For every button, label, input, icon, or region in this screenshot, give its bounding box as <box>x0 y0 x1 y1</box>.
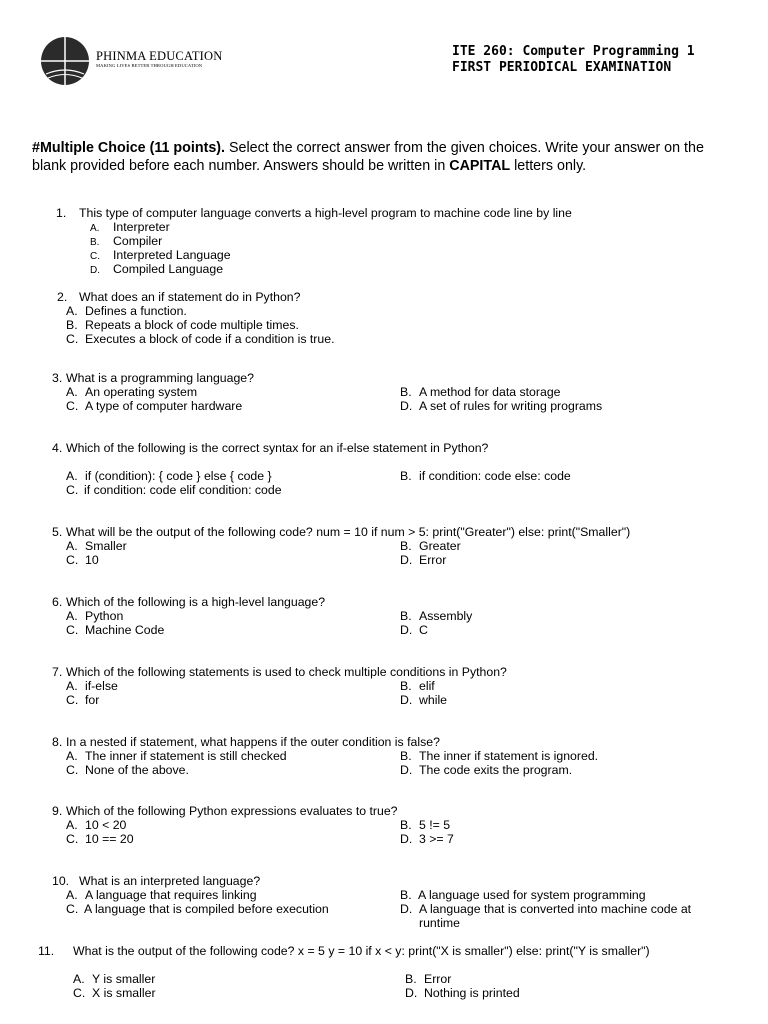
question-10-option-b-text: A language used for system programming <box>418 888 646 902</box>
question-5-option-b-letter: B. <box>400 539 412 553</box>
question-4-option-b-text: if condition: code else: code <box>419 469 571 483</box>
question-10-option-b-letter: B. <box>400 888 412 902</box>
question-8-option-a-text: The inner if statement is still checked <box>85 749 287 763</box>
question-3-number: 3. <box>52 371 63 385</box>
question-6-option-c-letter: C. <box>66 623 79 637</box>
question-8-option-c-text: None of the above. <box>85 763 189 777</box>
question-8-option-d-text: The code exits the program. <box>419 763 573 777</box>
instructions-text-2: letters only. <box>510 158 587 174</box>
question-5-option-a-text: Smaller <box>85 539 127 553</box>
question-5-option-d-letter: D. <box>400 553 413 567</box>
question-3-option-a-text: An operating system <box>85 385 198 399</box>
question-8-text: In a nested if statement, what happens if the outer condition is false? <box>66 735 440 749</box>
question-5-option-b-text: Greater <box>419 539 461 553</box>
question-10-option-c-text: A language that is compiled before execution <box>84 902 329 916</box>
question-3-option-b-text: A method for data storage <box>419 385 561 399</box>
question-11-text: What is the output of the following code? x = 5 y = 10 if x < y: print("X is smaller") else: print("Y is smaller") <box>73 944 650 958</box>
question-5-option-a-letter: A. <box>66 539 78 553</box>
question-8-option-b-text: The inner if statement is ignored. <box>419 749 599 763</box>
instructions-emphasis: CAPITAL <box>449 158 511 174</box>
option-letter: A. <box>90 223 100 234</box>
question-9-option-b-text: 5 != 5 <box>419 818 451 832</box>
question-1-option-a-text: Interpreter <box>113 220 170 234</box>
question-10-option-a-text: A language that requires linking <box>85 888 257 902</box>
question-6-option-b-letter: B. <box>400 609 412 623</box>
question-11-option-d-text: Nothing is printed <box>424 986 520 1000</box>
question-4-option-a-letter: A. <box>66 469 78 483</box>
question-6-option-d-letter: D. <box>400 623 413 637</box>
question-9-option-a-letter: A. <box>66 818 78 832</box>
question-6-option-a-letter: A. <box>66 609 78 623</box>
question-2-option-a-letter: A. <box>66 304 78 318</box>
question-5-option-c-letter: C. <box>66 553 79 567</box>
question-2-option-b-text: Repeats a block of code multiple times. <box>85 318 299 332</box>
question-5-text: What will be the output of the following code? num = 10 if num > 5: print("Greater") else: print("Smaller") <box>66 525 631 539</box>
question-11-option-d-letter: D. <box>405 986 418 1000</box>
question-7-option-b-text: elif <box>419 679 435 693</box>
question-10-option-d-letter: D. <box>400 902 413 916</box>
question-3-option-c-text: A type of computer hardware <box>85 399 243 413</box>
logo-tagline: MAKING LIVES BETTER THROUGH EDUCATION <box>96 63 203 68</box>
question-2-text: What does an if statement do in Python? <box>79 290 301 304</box>
exam-title: FIRST PERIODICAL EXAMINATION <box>452 60 672 75</box>
question-4-number: 4. <box>52 441 63 455</box>
question-9-option-a-text: 10 < 20 <box>85 818 127 832</box>
question-6-option-c-text: Machine Code <box>85 623 165 637</box>
question-3-option-c-letter: C. <box>66 399 79 413</box>
question-7-option-a-text: if-else <box>85 679 118 693</box>
question-10-option-d-text: A language that is converted into machine code at <box>419 902 692 916</box>
course-title: ITE 260: Computer Programming 1 <box>452 44 695 59</box>
question-10-text: What is an interpreted language? <box>79 874 261 888</box>
question-9-option-c-letter: C. <box>66 832 79 846</box>
question-2-option-c-text: Executes a block of code if a condition is true. <box>85 332 335 346</box>
question-9-text: Which of the following Python expressions evaluates to true? <box>66 804 398 818</box>
question-4-option-c-text: if condition: code elif condition: code <box>84 483 282 497</box>
question-3-option-d-letter: D. <box>400 399 413 413</box>
question-11-option-a-letter: A. <box>73 972 85 986</box>
question-3-text: What is a programming language? <box>66 371 254 385</box>
question-2-option-a-text: Defines a function. <box>85 304 187 318</box>
question-7-number: 7. <box>52 665 63 679</box>
question-7-text: Which of the following statements is used to check multiple conditions in Python? <box>66 665 507 679</box>
question-6-number: 6. <box>52 595 63 609</box>
question-3-option-b-letter: B. <box>400 385 412 399</box>
question-8-option-b-letter: B. <box>400 749 412 763</box>
question-6-option-b-text: Assembly <box>419 609 473 623</box>
option-letter: C. <box>90 251 100 262</box>
question-7-option-a-letter: A. <box>66 679 78 693</box>
question-11-option-b-text: Error <box>424 972 452 986</box>
question-1-option-d-text: Compiled Language <box>113 262 224 276</box>
question-4-option-c-letter: C. <box>66 483 79 497</box>
option-letter: B. <box>90 237 100 248</box>
question-9-number: 9. <box>52 804 63 818</box>
instructions-text-1: Select the correct answer from the given choices. Write your answer on the blank provided before each number. Answers should be written in <box>32 140 704 174</box>
question-8-option-a-letter: A. <box>66 749 78 763</box>
instructions <box>32 139 742 175</box>
question-5-option-d-text: Error <box>419 553 447 567</box>
option-letter: D. <box>90 265 100 276</box>
question-7-option-d-text: while <box>419 693 448 707</box>
question-8-option-d-letter: D. <box>400 763 413 777</box>
question-10-option-a-letter: A. <box>66 888 78 902</box>
question-10-number: 10. <box>52 874 70 888</box>
question-6-option-d-text: C <box>419 623 428 637</box>
instructions-heading: #Multiple Choice (11 points). <box>32 140 226 156</box>
question-11-number: 11. <box>38 944 55 958</box>
question-8-number: 8. <box>52 735 63 749</box>
question-2-option-c-letter: C. <box>66 332 79 346</box>
question-7-option-c-text: for <box>85 693 100 707</box>
question-1-option-b-text: Compiler <box>113 234 163 248</box>
question-7-option-b-letter: B. <box>400 679 412 693</box>
question-11-option-b-letter: B. <box>405 972 417 986</box>
question-9-option-d-text: 3 >= 7 <box>419 832 454 846</box>
phinma-logo-icon <box>40 36 90 86</box>
question-9-option-c-text: 10 == 20 <box>85 832 134 846</box>
question-5-option-c-text: 10 <box>85 553 99 567</box>
logo-name: PHINMA EDUCATION <box>96 49 223 63</box>
question-5-number: 5. <box>52 525 63 539</box>
question-11-option-a-text: Y is smaller <box>92 972 156 986</box>
question-4-text: Which of the following is the correct syntax for an if-else statement in Python? <box>66 441 489 455</box>
question-8-option-c-letter: C. <box>66 763 79 777</box>
question-6-text: Which of the following is a high-level language? <box>66 595 326 609</box>
question-9-option-b-letter: B. <box>400 818 412 832</box>
question-7-option-c-letter: C. <box>66 693 79 707</box>
question-10-option-d-text-continued: runtime <box>419 916 461 930</box>
question-7-option-d-letter: D. <box>400 693 413 707</box>
question-9-option-d-letter: D. <box>400 832 413 846</box>
question-2-number: 2. <box>57 290 68 304</box>
question-4-option-b-letter: B. <box>400 469 412 483</box>
question-1-text: This type of computer language converts a high-level program to machine code line by line <box>79 206 572 220</box>
question-6-option-a-text: Python <box>85 609 124 623</box>
question-11-option-c-text: X is smaller <box>92 986 156 1000</box>
question-1-option-d <box>90 262 100 278</box>
question-11-option-c-letter: C. <box>73 986 86 1000</box>
question-3-option-a-letter: A. <box>66 385 78 399</box>
question-1-number: 1. <box>56 206 67 220</box>
question-3-option-d-text: A set of rules for writing programs <box>419 399 603 413</box>
question-10-option-c-letter: C. <box>66 902 79 916</box>
question-4-option-a-text: if (condition): { code } else { code } <box>85 469 272 483</box>
question-1-option-c-text: Interpreted Language <box>113 248 231 262</box>
question-2-option-b-letter: B. <box>66 318 78 332</box>
